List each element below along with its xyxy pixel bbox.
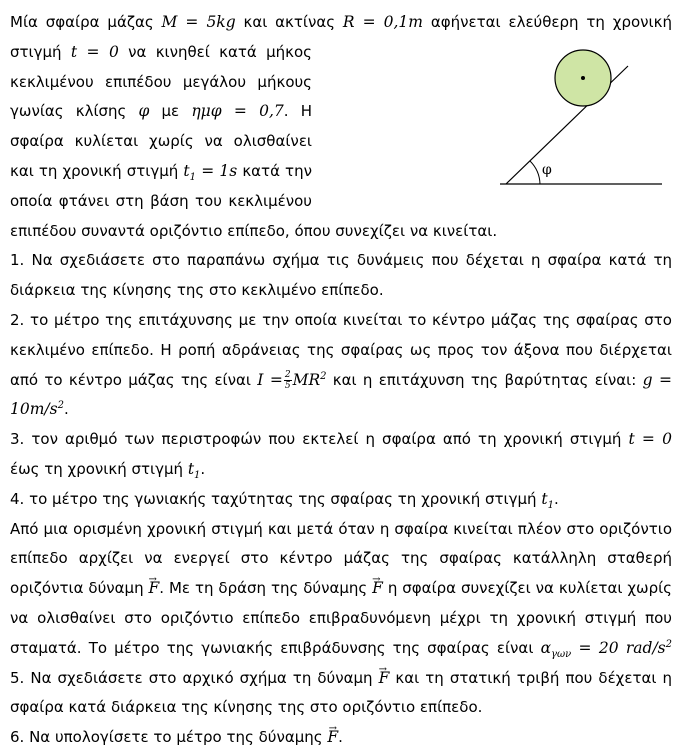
- force-vector: → F: [379, 664, 390, 694]
- intro-line-1: Μία σφαίρα μάζας M = 5kg και ακτίνας R = 0,1m αφήνεται ελεύθερη τη χρονική: [10, 13, 672, 31]
- radius-value: R = 0,1m: [342, 13, 423, 31]
- intro-line-7: οποία φτάνει στη βάση του κεκλιμένου: [10, 191, 312, 210]
- q5-line-2: σφαίρα κατά διάρκεια της κίνησης της στο οριζόντιο επίπεδο.: [10, 698, 483, 717]
- para2-line-4: να ολισθαίνει στο οριζόντιο επίπεδο επιβραδυνόμενη μέχρι τη χρονική στιγμή που: [10, 608, 672, 627]
- inclined-plane-figure: [500, 40, 670, 190]
- intro-line-2: στιγμή t = 0 να κινηθεί κατά μήκος: [10, 42, 312, 61]
- inertia-formula: I = $\frac{2}{5}$ $MR^2$: [257, 370, 327, 392]
- force-vector: → F: [149, 574, 160, 604]
- intro-line-6: και τη χρονική στιγμή $t_1 = 1s$ κατά την: [10, 161, 312, 184]
- q3-line-1: 3. τον αριθμό των περιστροφών που εκτελεί η σφαίρα από τη χρονική στιγμή t = 0: [10, 430, 672, 449]
- q6-line-1: 6. Να υπολογίσετε το μέτρο της δύναμης → F.: [10, 723, 672, 753]
- gravity-value: $10m/s^2$: [10, 400, 64, 419]
- sphere-center-dot: [581, 76, 585, 80]
- para2-line-5: σταματά. Το μέτρο της γωνιακής επιβράδυνσης της σφαίρας είναι $\alpha_{\gamma\omega\nu} = 20$ rad/$s^2$: [10, 638, 672, 660]
- para2-line-2: επίπεδο αρχίζει να ενεργεί στο κέντρο μάζας της σφαίρας κατάλληλη σταθερή: [10, 549, 672, 568]
- q3-line-2: έως τη χρονική στιγμή $t_1$.: [10, 459, 206, 482]
- q2-line-4: $10m/s^2$.: [10, 400, 69, 419]
- intro-line-5: σφαίρα κυλίεται χωρίς να ολισθαίνει: [10, 132, 312, 151]
- mass-value: M = 5kg: [161, 13, 236, 31]
- q2-line-2: κεκλιμένο επίπεδο. Η ροπή αδράνειας της σφαίρας ως προς τον άξονα που διέρχεται: [10, 340, 672, 359]
- q5-line-1: 5. Να σχεδιάσετε στο αρχικό σχήμα τη δύναμη → F και τη στατική τριβή που δέχεται η: [10, 664, 672, 694]
- force-vector: → F: [327, 723, 338, 753]
- sin-phi-value: ημφ = 0,7: [191, 102, 284, 121]
- q4-line-1: 4. το μέτρο της γωνιακής ταχύτητας της σφαίρας τη χρονική στιγμή $t_1$.: [10, 489, 559, 511]
- q2-line-3: από το κέντρο μάζας της είναι I = $\frac{2}{5}$ $MR^2$ και η επιτάχυνση της βαρύτητας είναι: g =: [10, 370, 672, 392]
- angle-arc: [530, 161, 540, 184]
- intro-line-3: κεκλιμένου επιπέδου μεγάλου μήκους: [10, 72, 312, 91]
- q1-line-1: 1. Να σχεδιάσετε στο παραπάνω σχήμα τις δυνάμεις που δέχεται η σφαίρα κατά τη: [10, 251, 672, 270]
- q1-line-2: διάρκεια της κίνησης της στο κεκλιμένο επίπεδο.: [10, 281, 384, 300]
- para2-line-3: οριζόντια δύναμη → F. Με τη δράση της δύναμης → F η σφαίρα συνεχίζει να κυλίεται χωρίς: [10, 574, 672, 604]
- intro-line-4: γωνίας κλίσης φ με ημφ = 0,7. Η: [10, 102, 312, 121]
- para2-line-1: Από μια ορισμένη χρονική στιγμή και μετά όταν η σφαίρα κινείται πλέον στο οριζόντιο: [10, 519, 672, 538]
- angular-deceleration: $\alpha_{\gamma\omega\nu} = 20$ rad/$s^2$: [540, 638, 672, 660]
- intro-line-8: επιπέδου συναντά οριζόντιο επίπεδο, όπου συνεχίζει να κινείται.: [10, 221, 498, 240]
- q2-line-1: 2. το μέτρο της επιτάχυνσης με την οποία κινείται το κέντρο μάζας της σφαίρας στο: [10, 310, 672, 329]
- angle-label: φ: [542, 162, 552, 178]
- force-vector: → F: [372, 574, 383, 604]
